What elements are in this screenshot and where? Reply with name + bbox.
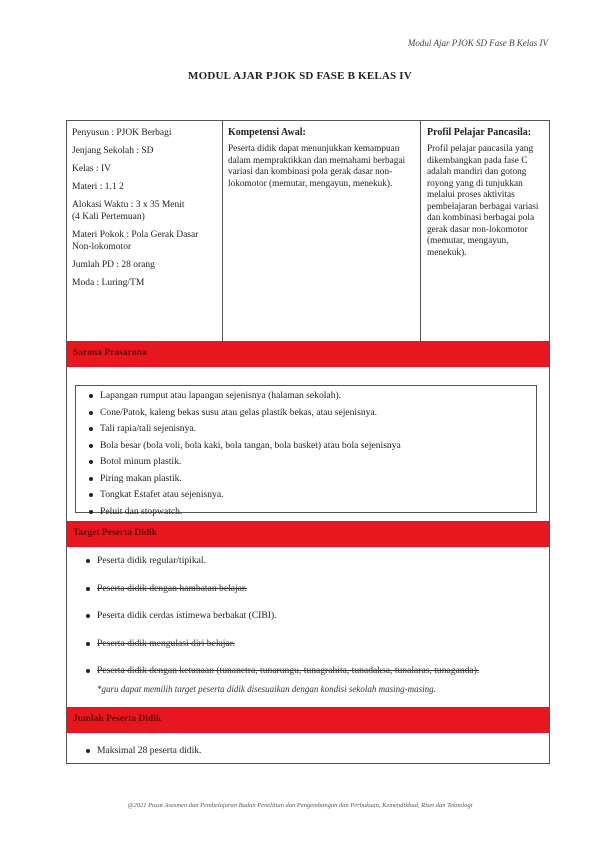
running-header: Modul Ajar PJOK SD Fase B Kelas IV: [407, 38, 548, 48]
jenjang-field: Jenjang Sekolah : SD: [72, 146, 154, 156]
list-item: Tongkat Estafet atau sejenisnya.: [84, 487, 524, 504]
identity-column: [67, 121, 223, 341]
moda-field: Moda : Luring/TM: [72, 278, 145, 288]
alokasi-field: [72, 199, 217, 223]
kompetensi-text: Peserta didik dapat menunjukkan kemampuan dalam mempraktikkan dan memahami berbagai variasi dan kombinasi pola gerak dasar non-lokomotor (memutar, mengayun, menekuk).: [228, 144, 406, 189]
list-item: Peluit dan stopwatch.: [84, 504, 524, 521]
sarana-list-box: [75, 385, 537, 517]
list-item: Peserta didik mengulasi diri belajar.: [81, 636, 541, 653]
alokasi-pertemuan: (4 Kali Pertemuan): [72, 212, 145, 222]
list-item: Tali rapia/tali sejenisnya.: [84, 421, 524, 438]
list-item: Lapangan rumput atau lapangan sejenisnya (halaman sekolah).: [84, 388, 524, 405]
jumlah-list: [81, 743, 541, 760]
list-item: Peserta didik dengan hambatan belajar.: [81, 581, 541, 598]
page-footer: @2021 Pusat Asesmen dan Pembelajaran Badan Penelitian dan Pengembangan dan Perbukuan, Kemendikbud, Riset dan Teknologi: [127, 802, 473, 809]
list-item: Bola besar (bola voli, bola kaki, bola tangan, bola basket) atau bola sejenisnya: [84, 438, 524, 455]
kompetensi-column: [223, 121, 421, 341]
materi-field: Materi : 1.1 2: [72, 182, 124, 192]
sarana-section-title: Sarana Prasarana: [73, 348, 147, 358]
sarana-list: [84, 388, 524, 520]
list-item: Peserta didik cerdas istimewa berbakat (CIBI).: [81, 608, 541, 625]
list-item: Piring makan plastik.: [84, 471, 524, 488]
target-note: *guru dapat memilih target peserta didik disesuaikan dengan kondisi sekolah masing-masing.: [97, 684, 436, 694]
kompetensi-heading: Kompetensi Awal:: [228, 127, 306, 138]
alokasi-line: Alokasi Waktu : 3 x 35 Menit: [72, 200, 185, 210]
list-item: Maksimal 28 peserta didik.: [81, 743, 541, 760]
list-item: Peserta didik dengan ketunaan (tunanetra, tunarungu, tunagrahita, tunadaksa, tunalaras, tunaganda).: [81, 663, 541, 680]
list-item: Peserta didik regular/tipikal.: [81, 553, 541, 570]
target-section-title: Target Peserta Didik: [73, 528, 158, 538]
list-item: Cone/Patok, kaleng bekas susu atau gelas plastik bekas, atau sejenisnya.: [84, 405, 524, 422]
profil-column: [421, 121, 549, 341]
list-item: Botol minum plastik.: [84, 454, 524, 471]
jumlah-section-title: Jumlah Peserta Didik: [73, 714, 162, 724]
kelas-field: Kelas : IV: [72, 164, 112, 174]
info-grid: [67, 121, 549, 341]
profil-text: Profil pelajar pancasila yang dikembangkan pada fase C adalah mandiri dan gotong royong yang di tunjukkan melalui proses aktivitas pembelajaran berbagai variasi dan kombinasi berbagai pola gerak dasar non-lokomotor (memutar, mengayun, menekuk).: [427, 144, 539, 258]
profil-heading: Profil Pelajar Pancasila:: [427, 127, 532, 138]
jumlah-section-header: [67, 707, 549, 733]
materi-pokok-field: Materi Pokok : Pola Gerak Dasar Non-lokomotor: [72, 230, 199, 252]
penyusun-field: Penyusun : PJOK Berbagi: [72, 128, 172, 138]
sarana-section-header: [67, 341, 549, 367]
target-list: [81, 553, 541, 691]
module-frame: [66, 120, 550, 764]
target-section-header: [67, 521, 549, 547]
document-title: MODUL AJAR PJOK SD FASE B KELAS IV: [188, 70, 412, 82]
jumlah-pd-field: Jumlah PD : 28 orang: [72, 260, 155, 270]
